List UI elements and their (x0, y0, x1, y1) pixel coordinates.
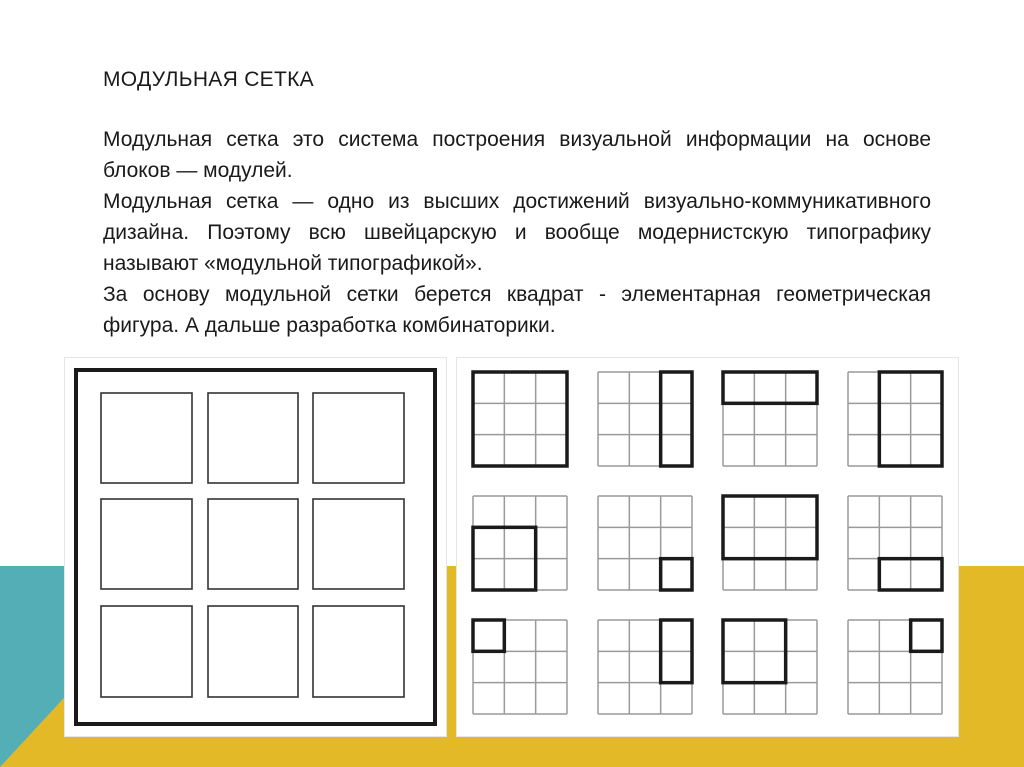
module-5 (208, 499, 298, 589)
outer-frame (76, 370, 435, 724)
combination-grid (723, 620, 817, 714)
module-7 (101, 606, 192, 697)
highlighted-module-group (473, 620, 504, 651)
combination-grid (723, 496, 817, 590)
combination-grid (473, 620, 567, 714)
combination-grid (848, 620, 942, 714)
highlighted-module-group (911, 620, 942, 651)
combination-grid (473, 372, 567, 466)
module-6 (313, 499, 404, 589)
grid-figure-3x3 (64, 357, 447, 737)
module-9 (313, 606, 404, 697)
paragraph-2: Модульная сетка — одно из высших достижений визуально-коммуникативного дизайна. Поэтому всю швейцарскую и вообще модернистскую типографику называют «модульной типографикой». (103, 190, 931, 275)
highlighted-module-group (723, 372, 817, 403)
slide-title: МОДУЛЬНАЯ СЕТКА (103, 68, 314, 91)
combination-grid (723, 372, 817, 466)
combination-grid (598, 496, 692, 590)
highlighted-module-group (661, 559, 692, 590)
highlighted-module-group (661, 372, 692, 466)
module-8 (208, 606, 298, 697)
module-3 (313, 393, 404, 483)
paragraph-1: Модульная сетка это система построения визуальной информации на основе блоков — модулей. (103, 128, 931, 182)
grid-combinations-figure (456, 357, 959, 737)
grid-figure-3x3-drawing (65, 358, 446, 736)
combination-grid (473, 496, 567, 590)
paragraph-3: За основу модульной сетки берется квадрат - элементарная геометрическая фигура. А дальше разработка комбинаторики. (103, 283, 931, 337)
highlighted-module-group (473, 372, 567, 466)
combination-grid (848, 496, 942, 590)
module-2 (208, 393, 298, 483)
combination-grid (598, 620, 692, 714)
grid-combinations-drawing (457, 358, 958, 736)
module-1 (101, 393, 192, 483)
slide-body (103, 124, 931, 341)
module-4 (101, 499, 192, 589)
combination-grid (848, 372, 942, 466)
combination-grid (598, 372, 692, 466)
